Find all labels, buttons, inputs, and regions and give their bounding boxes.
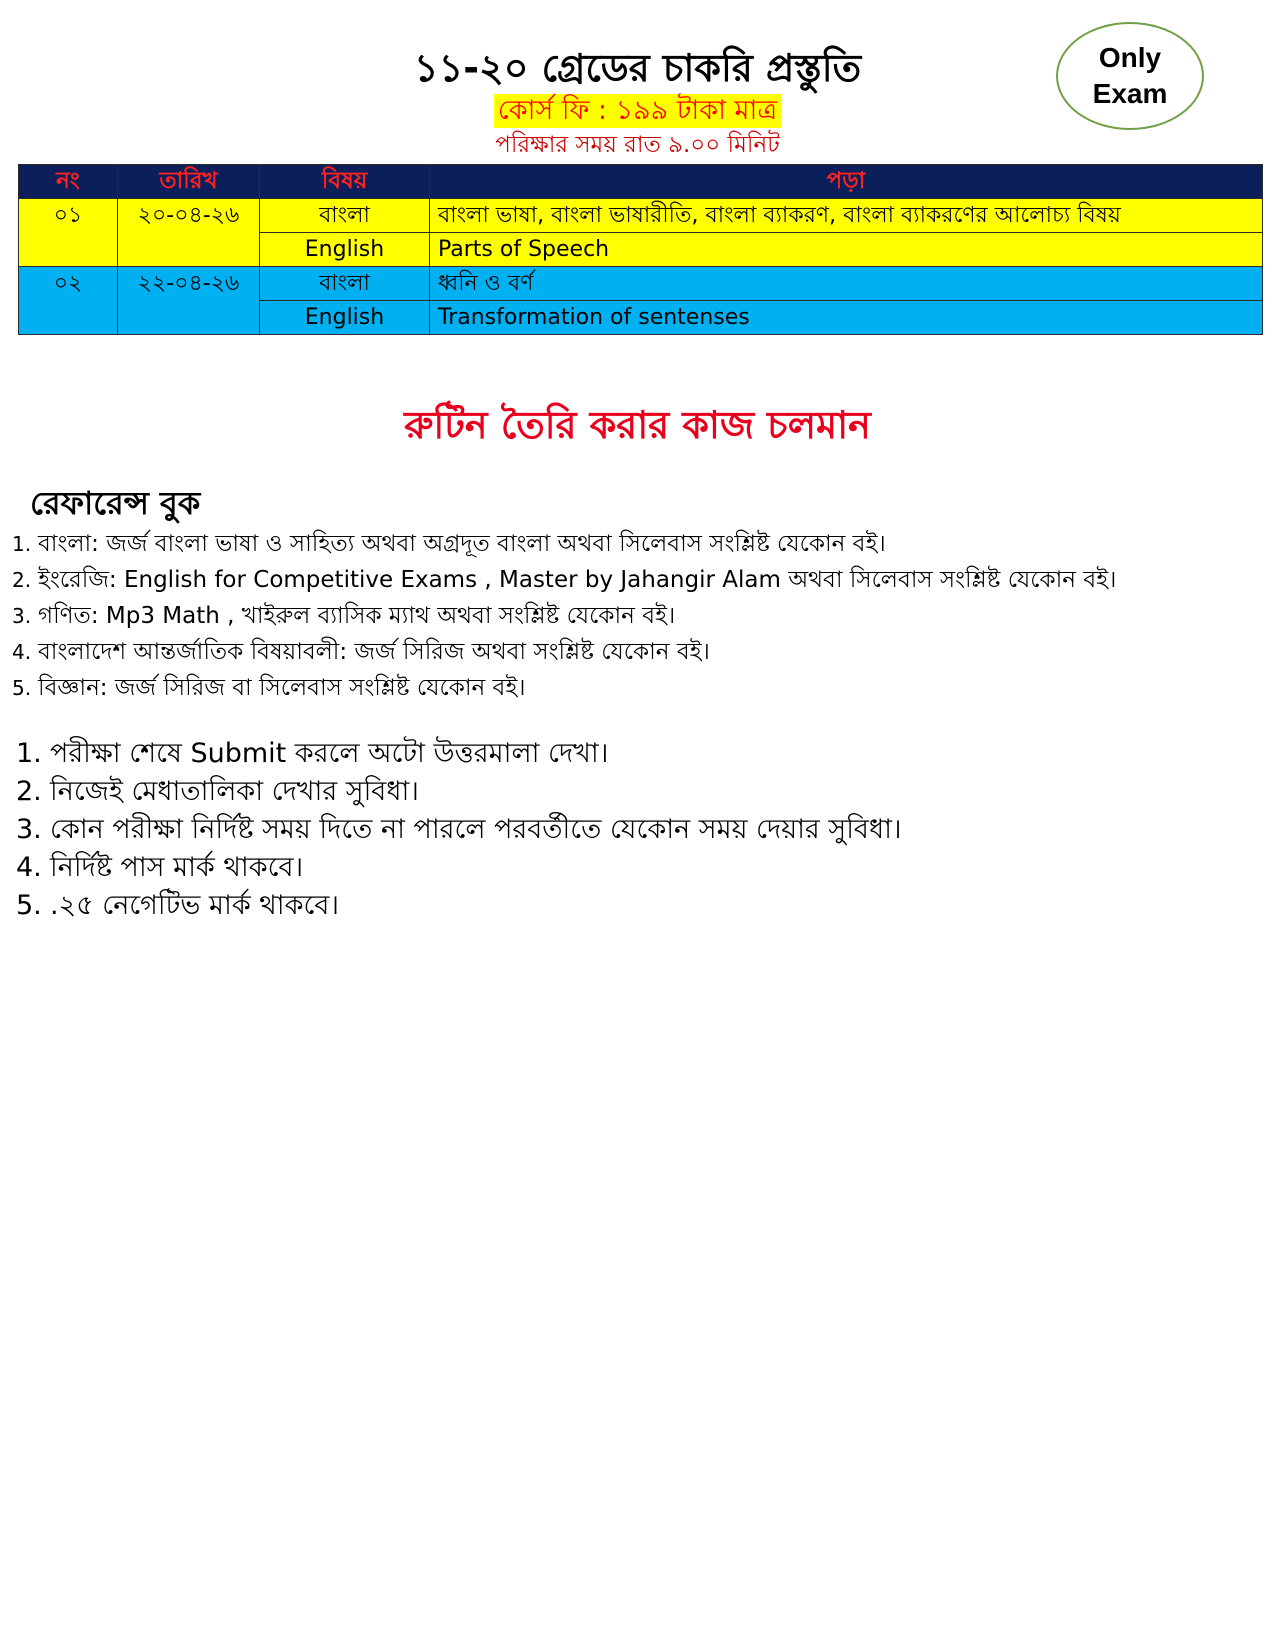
list-text: গণিত: Mp3 Math , খাইরুল ব্যাসিক ম্যাথ অথবা সংশ্লিষ্ট যেকোন বই। <box>38 603 676 629</box>
list-item <box>16 735 902 773</box>
list-number: 2. <box>12 568 32 592</box>
list-item <box>12 562 1116 598</box>
list-text: কোন পরীক্ষা নির্দিষ্ট সময় দিতে না পারলে পরবর্তীতে যেকোন সময় দেয়ার সুবিধা। <box>50 814 902 845</box>
cell-subject: বাংলা <box>260 267 430 301</box>
page-title: ১১-২০ গ্রেডের চাকরি প্রস্তুতি <box>413 46 862 90</box>
cell-date: ২২-০৪-২৬ <box>118 267 260 335</box>
cell-topic: Parts of Speech <box>430 233 1263 267</box>
course-fee: কোর্স ফি : ১৯৯ টাকা মাত্র <box>494 94 781 128</box>
list-item <box>12 526 1116 562</box>
cell-no: ০১ <box>19 199 118 267</box>
list-item <box>12 598 1116 634</box>
list-number: 2. <box>16 776 42 807</box>
cell-topic: ধ্বনি ও বর্ণ <box>430 267 1263 301</box>
badge-line-1: Only <box>1098 42 1162 73</box>
routine-notice: রুটিন তৈরি করার কাজ চলমান <box>404 403 871 447</box>
table-row <box>19 199 1263 233</box>
list-text: নিজেই মেধাতালিকা দেখার সুবিধা। <box>50 776 419 807</box>
list-item <box>16 887 902 925</box>
header-date: তারিখ <box>118 165 260 199</box>
list-number: 3. <box>12 604 32 628</box>
list-number: 3. <box>16 814 42 845</box>
cell-subject: English <box>260 233 430 267</box>
list-number: 4. <box>16 852 42 883</box>
feature-list <box>16 735 902 925</box>
header-no: নং <box>19 165 118 199</box>
list-number: 5. <box>16 890 42 921</box>
list-item <box>16 811 902 849</box>
header-topic: পড়া <box>430 165 1263 199</box>
routine-table <box>18 164 1263 335</box>
list-text: .২৫ নেগেটিভ মার্ক থাকবে। <box>50 890 340 921</box>
list-item <box>12 634 1116 670</box>
cell-date: ২০-০৪-২৬ <box>118 199 260 267</box>
list-text: নির্দিষ্ট পাস মার্ক থাকবে। <box>50 852 304 883</box>
list-text: বিজ্ঞান: জর্জ সিরিজ বা সিলেবাস সংশ্লিষ্ট যেকোন বই। <box>38 675 526 701</box>
list-item <box>16 849 902 887</box>
list-text: বাংলা: জর্জ বাংলা ভাষা ও সাহিত্য অথবা অগ্রদূত বাংলা অথবা সিলেবাস সংশ্লিষ্ট যেকোন বই। <box>38 531 886 557</box>
table-header-row <box>19 165 1263 199</box>
list-text: ইংরেজি: English for Competitive Exams , Master by Jahangir Alam অথবা সিলেবাস সংশ্লিষ্ট যেকোন বই। <box>38 567 1117 593</box>
list-number: 1. <box>16 738 42 769</box>
only-exam-badge <box>1056 22 1204 130</box>
list-number: 5. <box>12 676 32 700</box>
cell-topic: Transformation of sentenses <box>430 301 1263 335</box>
badge-line-2: Exam <box>1092 78 1168 109</box>
cell-subject: বাংলা <box>260 199 430 233</box>
exam-time: পরিক্ষার সময় রাত ৯.০০ মিনিট <box>495 132 780 158</box>
reference-heading: রেফারেন্স বুক <box>30 484 201 522</box>
cell-topic: বাংলা ভাষা, বাংলা ভাষারীতি, বাংলা ব্যাকরণ, বাংলা ব্যাকরণের আলোচ্য বিষয় <box>430 199 1263 233</box>
list-item <box>16 773 902 811</box>
list-item <box>12 670 1116 706</box>
list-number: 4. <box>12 640 32 664</box>
cell-subject: English <box>260 301 430 335</box>
reference-list <box>12 526 1116 706</box>
list-text: পরীক্ষা শেষে Submit করলে অটো উত্তরমালা দেখা। <box>50 738 609 769</box>
header-subject: বিষয় <box>260 165 430 199</box>
table-row <box>19 267 1263 301</box>
cell-no: ০২ <box>19 267 118 335</box>
list-number: 1. <box>12 532 32 556</box>
list-text: বাংলাদেশ আন্তর্জাতিক বিষয়াবলী: জর্জ সিরিজ অথবা সংশ্লিষ্ট যেকোন বই। <box>38 639 710 665</box>
